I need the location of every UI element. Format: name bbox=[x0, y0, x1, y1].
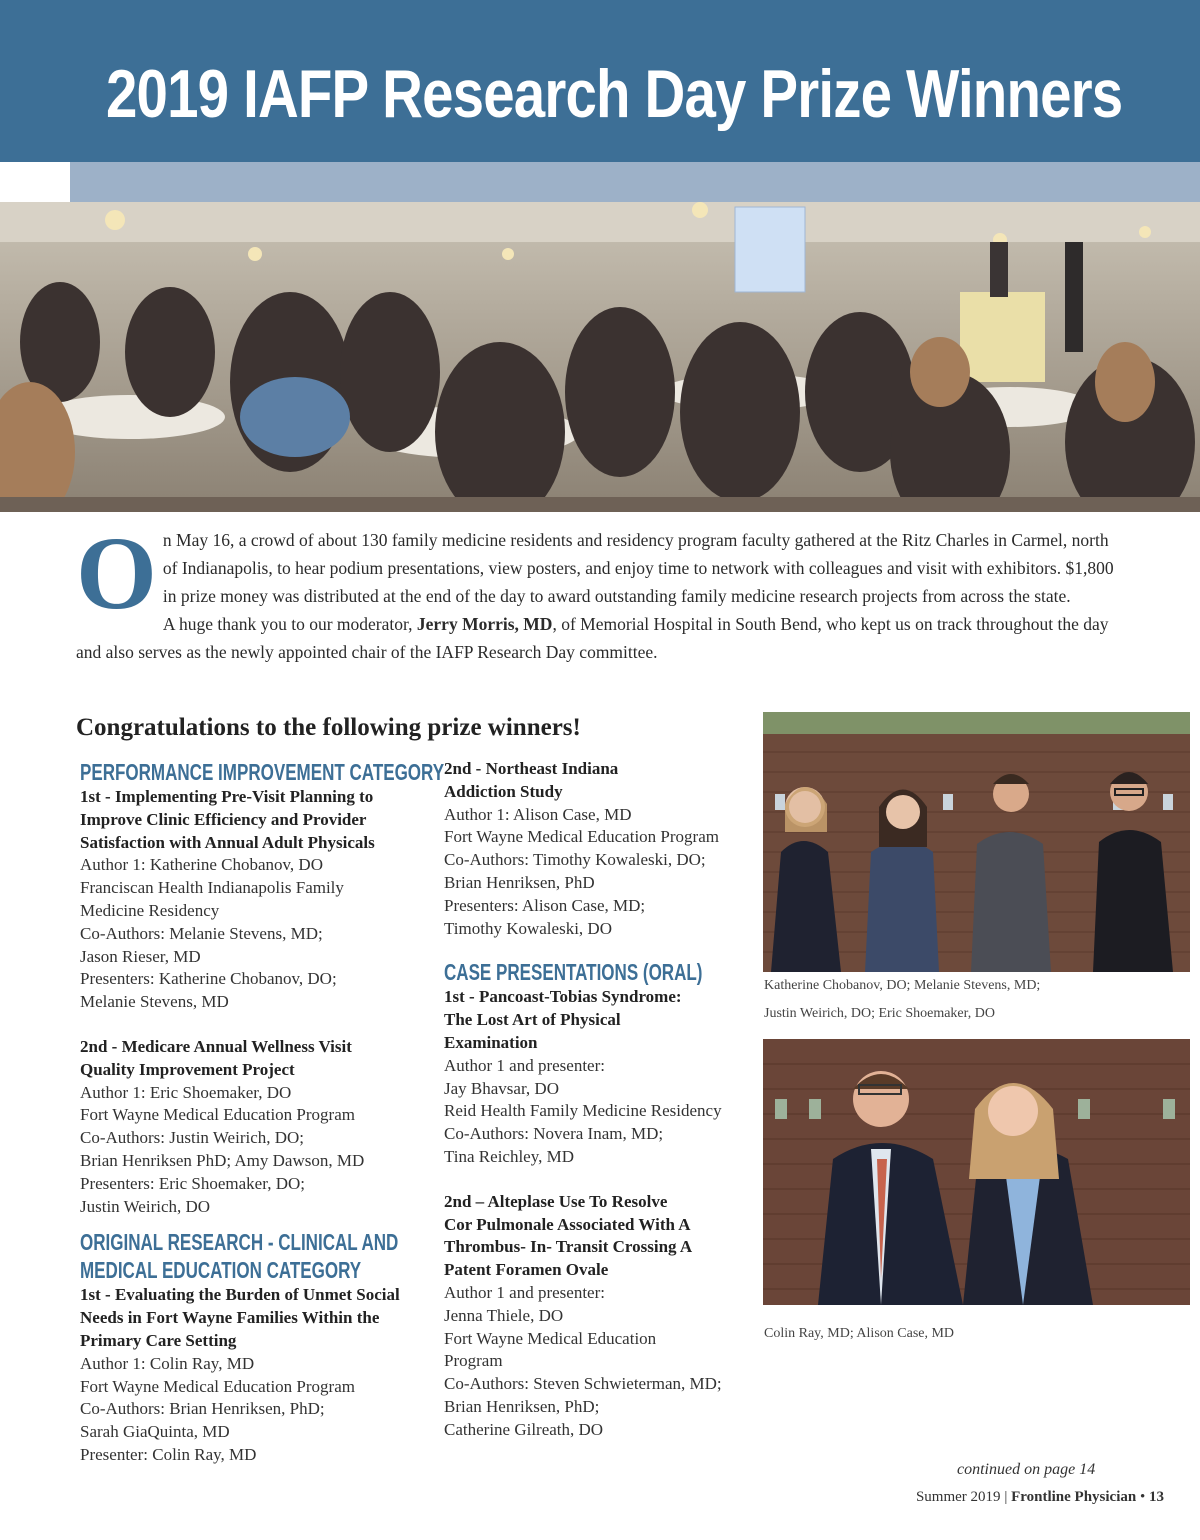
winners-column-2 bbox=[444, 758, 754, 1442]
photo-caption: Colin Ray, MD; Alison Case, MD bbox=[764, 1326, 955, 1341]
project-details: Author 1: Eric Shoemaker, DO Fort Wayne Medical Education Program Co-Authors: Justin Weirich, DO; Brian Henriksen PhD; Amy Dawson, MD Presenters: Eric Shoemaker, DO; Justin Weirich, DO bbox=[80, 1082, 365, 1216]
project-details: Author 1: Colin Ray, MD Fort Wayne Medical Education Program Co-Authors: Brian Henriksen, PhD; Sarah GiaQuinta, MD Presenter: Colin Ray, MD bbox=[80, 1353, 355, 1464]
project-title: 1st - Evaluating the Burden of Unmet Social Needs in Fort Wayne Families Within the Primary Care Setting bbox=[80, 1285, 400, 1350]
project-details: Author 1 and presenter: Jay Bhavsar, DO Reid Health Family Medicine Residency Co-Authors: Novera Inam, MD; Tina Reichley, MD bbox=[444, 1055, 722, 1166]
page-footer: Summer 2019 | Frontline Physician • 13 bbox=[915, 1489, 1164, 1505]
project-details: Author 1: Alison Case, MD Fort Wayne Medical Education Program Co-Authors: Timothy Kowaleski, DO; Brian Henriksen, PhD Presenters: Alison Case, MD; Timothy Kowaleski, DO bbox=[444, 804, 719, 938]
moderator-name: Jerry Morris, MD bbox=[416, 614, 553, 634]
publication-name: Frontline Physician bbox=[1011, 1489, 1137, 1505]
intro-paragraph-2: A huge thank you to our moderator, Jerry Morris, MD, of Memorial Hospital in South Bend, who kept us on track throughout the day and also serves as the newly appointed chair of the IAFP Research Day committee. bbox=[76, 614, 1109, 662]
page-number: 13 bbox=[1149, 1489, 1164, 1505]
winners-photo-group bbox=[763, 712, 1190, 972]
intro-text bbox=[76, 516, 1126, 666]
project-details: Author 1 and presenter: Jenna Thiele, DO Fort Wayne Medical Education Program Co-Authors: Steven Schwieterman, MD; Brian Henriksen, PhD; Catherine Gilreath, DO bbox=[444, 1282, 722, 1439]
winners-column-1 bbox=[80, 758, 445, 1467]
project-title: 2nd – Alteplase Use To Resolve Cor Pulmonale Associated With A Thrombus- In- Transit Crossing A Patent Foramen Ovale bbox=[444, 1191, 693, 1280]
project-title: 1st - Pancoast-Tobias Syndrome: The Lost Art of Physical Examination bbox=[444, 987, 682, 1052]
continued-note: continued on page 14 bbox=[957, 1461, 1096, 1478]
project-title: 2nd - Medicare Annual Wellness Visit Quality Improvement Project bbox=[80, 1036, 352, 1079]
drop-cap: O bbox=[76, 516, 157, 631]
title-banner-accent bbox=[70, 162, 1200, 202]
category-heading: ORIGINAL RESEARCH - CLINICAL AND MEDICAL EDUCATION CATEGORY bbox=[80, 1229, 399, 1284]
winners-photo-pair bbox=[763, 1039, 1190, 1305]
page-title: 2019 IAFP Research Day Prize Winners bbox=[106, 56, 1123, 132]
conference-photo bbox=[0, 202, 1200, 512]
project-title: 1st - Implementing Pre-Visit Planning to Improve Clinic Efficiency and Provider Satisfaction with Annual Adult Physicals bbox=[80, 787, 375, 852]
intro-paragraph-1: n May 16, a crowd of about 130 family medicine residents and residency program faculty gathered at the Ritz Charles in Carmel, north of Indianapolis, to hear podium presentations, view posters, and enjoy time to network with colleagues and visit with exhibitors. $1,800 in prize money was distributed at the end of the day to award outstanding family medicine research projects from across the state. bbox=[162, 530, 1114, 606]
congratulations-heading: Congratulations to the following prize winners! bbox=[76, 714, 581, 741]
category-heading: PERFORMANCE IMPROVEMENT CATEGORY bbox=[80, 759, 445, 785]
project-details: Author 1: Katherine Chobanov, DO Franciscan Health Indianapolis Family Medicine Residency Co-Authors: Melanie Stevens, MD; Jason Rieser, MD Presenters: Katherine Chobanov, DO; Melanie Stevens, MD bbox=[80, 855, 344, 1012]
project-title: 2nd - Northeast Indiana Addiction Study bbox=[444, 759, 619, 801]
category-heading: CASE PRESENTATIONS (ORAL) bbox=[444, 959, 703, 986]
photo-caption: Katherine Chobanov, DO; Melanie Stevens, MD; Justin Weirich, DO; Eric Shoemaker, DO bbox=[764, 978, 1041, 1021]
